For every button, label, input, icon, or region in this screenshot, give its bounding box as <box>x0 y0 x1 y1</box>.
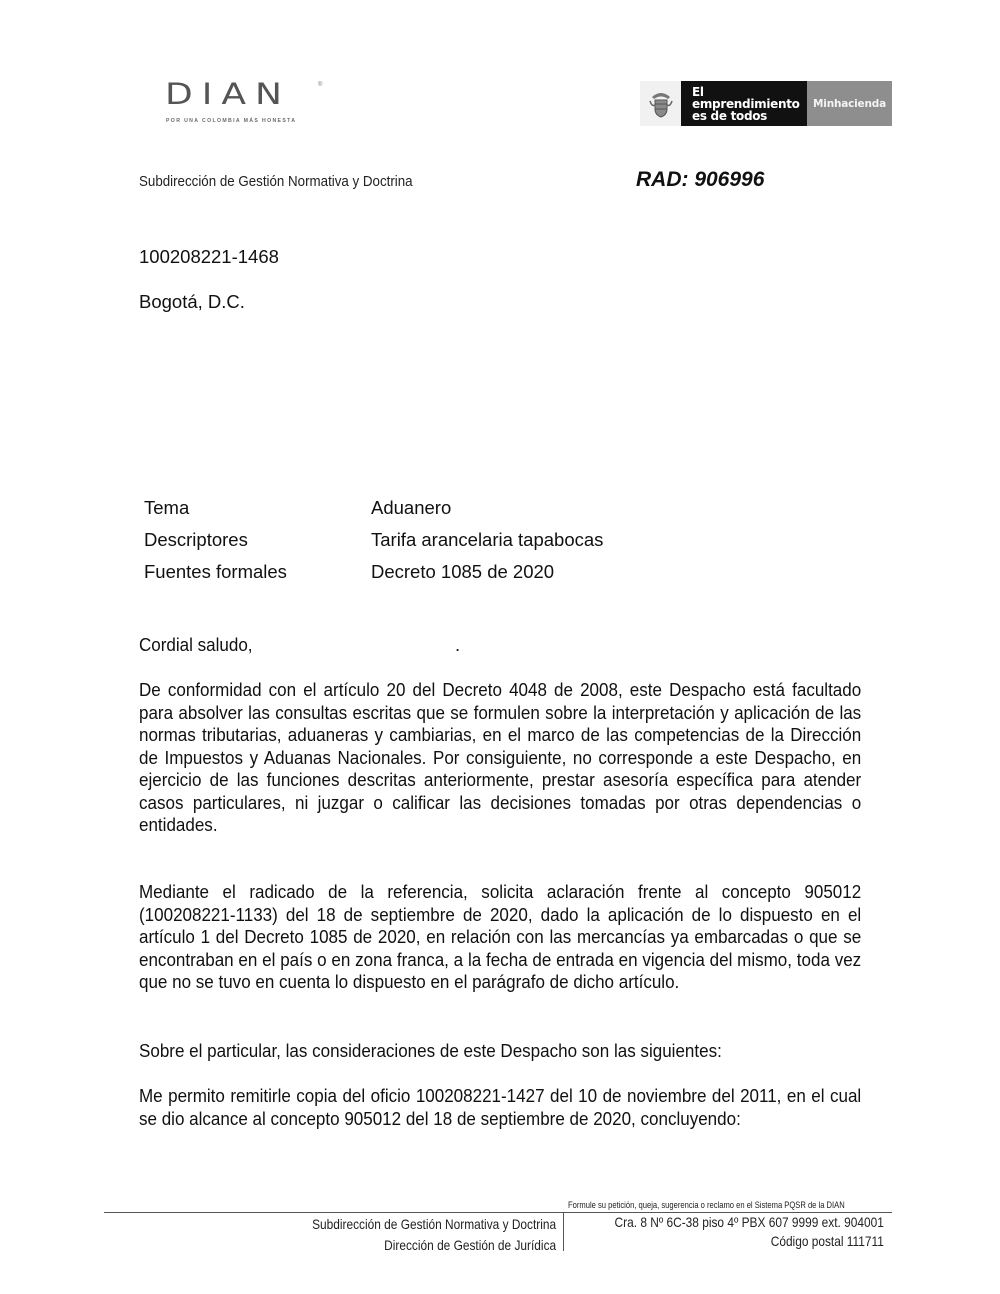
coat-of-arms-icon <box>640 81 681 126</box>
footer-address: Cra. 8 Nº 6C-38 piso 4º PBX 607 9999 ext. 904001 <box>614 1214 884 1230</box>
body-paragraph: Sobre el particular, las consideraciones de este Despacho son las siguientes: <box>139 1040 722 1061</box>
city: Bogotá, D.C. <box>139 291 245 312</box>
footer-vertical-divider <box>563 1213 564 1251</box>
registered-mark-icon: ® <box>318 82 323 88</box>
footer-office <box>312 1214 556 1256</box>
metadata-value: Tarifa arancelaria tapabocas <box>371 529 604 550</box>
footer-subdirection: Subdirección de Gestión Normativa y Doctrina <box>311 1216 556 1232</box>
footer-postal-code: Código postal 111711 <box>770 1233 884 1249</box>
metadata-label: Tema <box>144 497 190 518</box>
subdirection-header: Subdirección de Gestión Normativa y Doctrina <box>139 174 413 190</box>
metadata-row-tema <box>144 497 603 529</box>
metadata-row-fuentes <box>144 561 603 593</box>
dian-tagline: POR UNA COLOMBIA MÁS HONESTA <box>166 118 297 124</box>
metadata-value: Aduanero <box>371 497 452 518</box>
dian-logo <box>165 77 330 128</box>
body-paragraph: Me permito remitirle copia del oficio 100208221-1427 del 10 de noviembre del 2011, en el cual se dio alcance al concepto 905012 del 18 de septiembre de 2020, concluyendo: <box>139 1085 862 1129</box>
radicado-number: 100208221-1468 <box>139 246 279 267</box>
pqsr-note: Formule su petición, queja, sugerencia o reclamo en el Sistema PQSR de la DIAN <box>568 1200 845 1211</box>
metadata-label: Fuentes formales <box>144 561 287 582</box>
rad-number: RAD: 906996 <box>636 168 765 191</box>
gov-slogan <box>681 81 807 126</box>
greeting-dot: . <box>455 634 461 655</box>
body-paragraph: Mediante el radicado de la referencia, solicita aclaración frente al concepto 905012 (100208221-1133) del 18 de septiembre de 2020, dado la aplicación de lo dispuesto en el artículo 1 del Decreto 1085 de 2020, en relación con las mercancías ya embarcadas o que se encontraban en el país o en zona franca, a la fecha de entrada en vigencia del mismo, toda vez que no se tuvo en cuenta lo dispuesto en el parágrafo de dicho artículo. <box>139 881 862 992</box>
government-banner <box>640 81 892 126</box>
metadata-value: Decreto 1085 de 2020 <box>371 561 555 582</box>
footer-direction: Dirección de Gestión de Jurídica <box>384 1237 556 1253</box>
ministry-label: Minhacienda <box>807 81 892 126</box>
metadata-row-descriptores <box>144 529 603 561</box>
greeting: Cordial saludo, <box>139 634 253 655</box>
metadata-label: Descriptores <box>144 529 248 550</box>
footer-contact <box>615 1213 884 1251</box>
metadata-table <box>144 497 603 593</box>
gov-slogan-line2: es de todos <box>692 108 768 123</box>
body-paragraph: De conformidad con el artículo 20 del Decreto 4048 de 2008, este Despacho está facultado para absolver las consultas escritas que se formulen sobre la interpretación y aplicación de las normas tributarias, aduaneras y cambiarias, en el marco de las competencias de la Dirección de Impuestos y Aduanas Nacionales. Por consiguiente, no corresponde a este Despacho, en ejercicio de las funciones descritas anteriormente, prestar asesoría específica para atender casos particulares, ni juzgar o calificar las decisiones tomadas por otras dependencias o entidades. <box>139 679 862 835</box>
gov-slogan-line1: El emprendimiento <box>692 84 800 111</box>
dian-logo-text: DIAN <box>165 77 291 112</box>
